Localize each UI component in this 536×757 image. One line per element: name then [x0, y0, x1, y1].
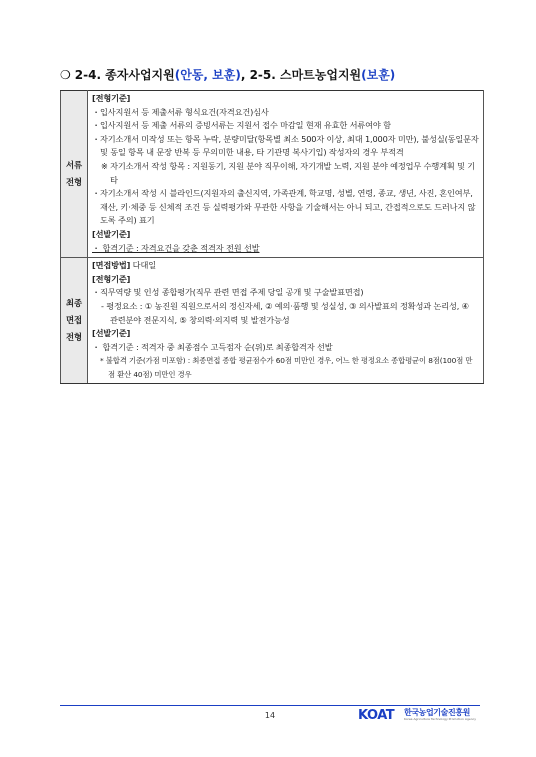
- interview-note: * 불합격 기준(가점 미포함) : 최종면접 종합 평균점수가 60점 미만인 경우, 어느 한 평정요소 종합평균이 8점(100점 만점 환산 40점) 미만인 경우: [100, 356, 473, 379]
- doc-criteria-title: [전형기준]: [92, 93, 131, 103]
- heading-sep: ,: [240, 68, 250, 82]
- doc-select-title: [선발기준]: [92, 228, 131, 239]
- interview-method-title: [면접방법]: [92, 260, 131, 271]
- doc-select-line: ・ 합격기준 : 자격요건을 갖춘 적격자 전원 선발: [92, 242, 260, 253]
- interview-label-text: 최종 면접 전형: [66, 298, 82, 343]
- heading-part2-paren: (보훈): [361, 68, 396, 82]
- doc-line-3: ・자기소개서 미작성 또는 항목 누락, 분량미달(항목별 최소 500자 이상, 최대 1,000자 미만), 불성실(동일문자 및 동일 항목 내 문장 반복 등 무의미한 내용, 타 기관명 복사기입) 작성자의 경우 부적격: [92, 133, 479, 158]
- interview-select-line: ・ 합격기준 : 적격자 중 최종점수 고득점자 순(위)로 최종합격자 선발: [92, 341, 333, 352]
- interview-select-title: [선발기준]: [92, 328, 131, 339]
- doc-line-4: ※ 자기소개서 작성 항목 : 지원동기, 지원 분야 직무이해, 자기개발 노력, 지원 분야 예정업무 수행계획 및 기타: [101, 160, 476, 185]
- interview-line-1: ・직무역량 및 인성 종합평가(직무 관련 면접 주제 당일 공개 및 구술발표면접): [92, 287, 364, 298]
- interview-criteria-title: [전형기준]: [92, 273, 131, 284]
- doc-line-2: ・입사지원서 등 제출 서류의 증빙서류는 지원서 접수 마감일 현재 유효한 서류여야 함: [92, 120, 391, 131]
- document-screening-label: [61, 91, 88, 258]
- doc-line-5: ・자기소개서 작성 시 블라인드(지원자의 출신지역, 가족관계, 학교명, 성별, 연령, 종교, 생년, 사진, 혼인여부, 재산, 키·체중 등 신체적 조건 등 실력평가와 무관한 사항을 기술해서는 아니 되고, 간접적으로도 드러나지 않도록 주의) 표기: [92, 188, 476, 226]
- selection-table: [60, 90, 484, 384]
- heading-part2: 2-5. 스마트농업지원: [249, 68, 362, 82]
- document-label-text: 서류 전형: [66, 160, 82, 188]
- heading-part1: 2-4. 종자사업지원: [74, 68, 175, 82]
- page-number: 14: [264, 711, 276, 720]
- koat-logo-icon: [358, 707, 402, 721]
- org-name-en: Korea Agriculture Technology Promotion Agency: [404, 717, 477, 721]
- footer-divider: [60, 705, 480, 706]
- org-name: 한국농업기술진흥원: [404, 708, 470, 717]
- document-screening-row: [61, 91, 484, 258]
- logo-text: KOAT: [358, 708, 395, 721]
- interview-method: [92, 259, 479, 273]
- interview-line-2: - 평정요소 : ① 농진원 직원으로서의 정신자세, ② 예의·품행 및 성실성, ③ 의사발표의 정확성과 논리성, ④ 관련분야 전문지식, ⑤ 창의력·의지력 및 발전가능성: [101, 300, 469, 325]
- org-logo: [358, 707, 482, 723]
- doc-line-1: ・입사지원서 등 제출서류 형식요건(자격요건)심사: [92, 106, 269, 117]
- heading-bullet: ❍: [60, 68, 71, 82]
- document-screening-body: [88, 91, 484, 258]
- interview-row: [61, 258, 484, 384]
- heading-part1-paren: (안동, 보훈): [174, 68, 241, 82]
- interview-label: [61, 258, 88, 384]
- interview-body: [88, 258, 484, 384]
- section-heading: [60, 66, 480, 83]
- interview-method-value: 다대일: [130, 260, 156, 271]
